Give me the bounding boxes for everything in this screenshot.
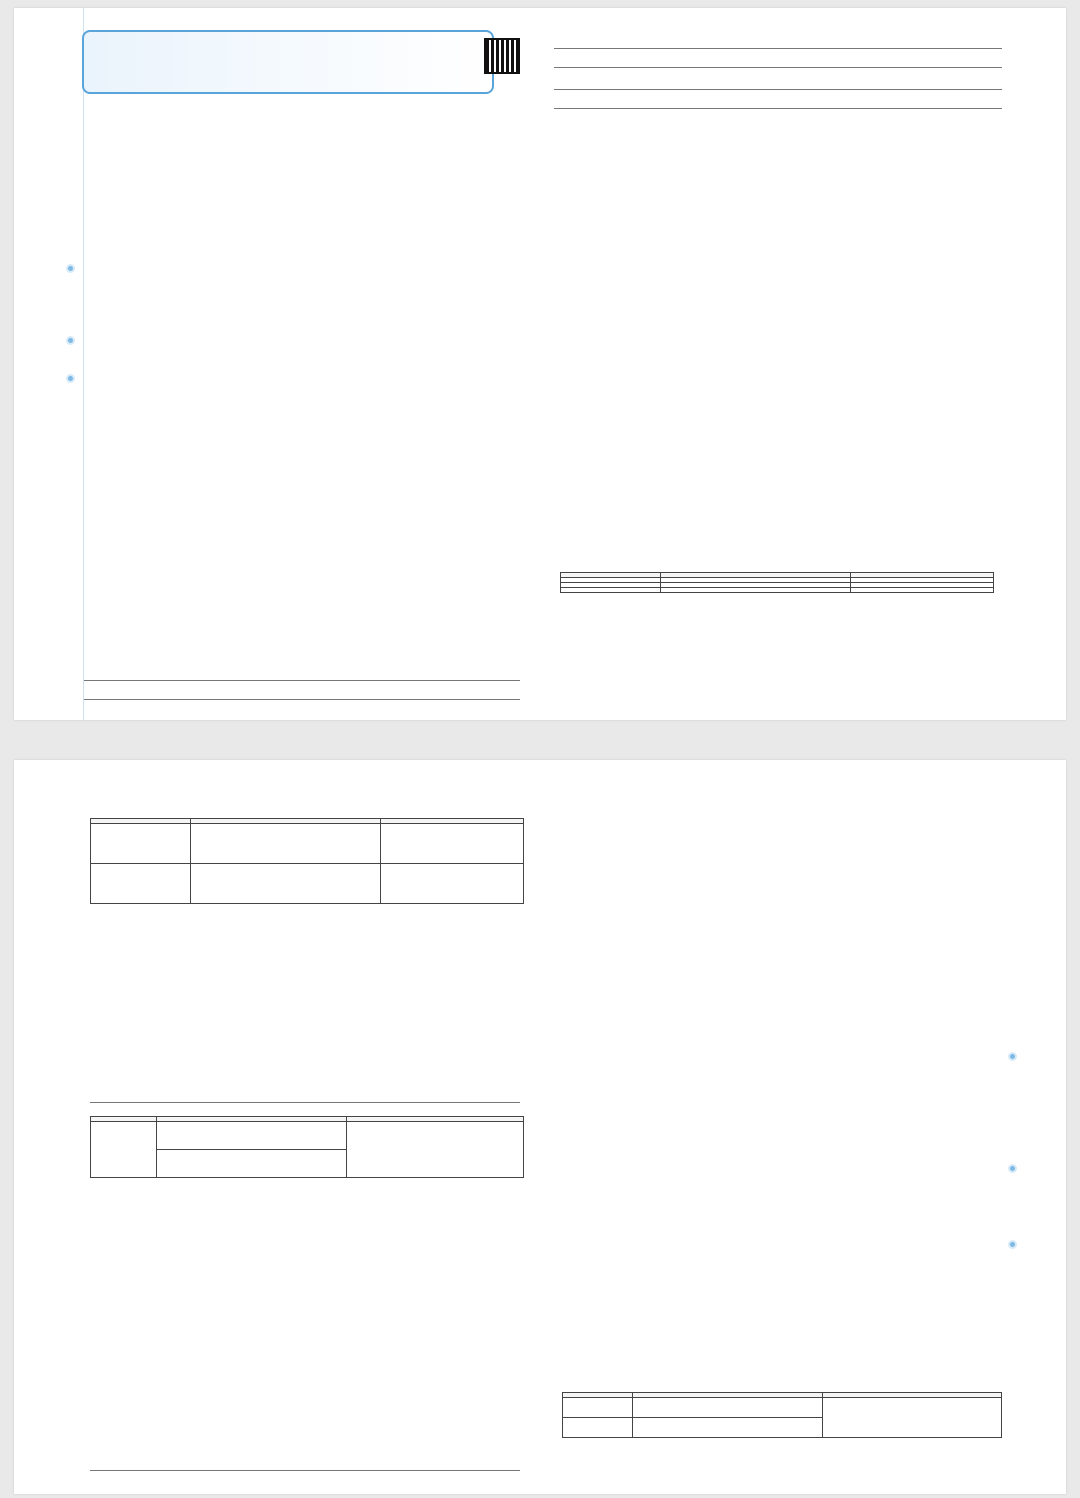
page-7 <box>14 8 1066 720</box>
answer-line[interactable] <box>554 52 1002 68</box>
answer-cell[interactable] <box>381 864 524 904</box>
reading-table <box>90 1116 524 1178</box>
answer-line[interactable] <box>84 665 520 681</box>
table-cell <box>191 864 381 904</box>
answer-line[interactable] <box>90 1455 520 1471</box>
answer-cell[interactable] <box>633 1398 823 1418</box>
answer-line[interactable] <box>90 1087 520 1103</box>
answer-lines <box>84 662 520 703</box>
answer-cell[interactable] <box>851 588 994 593</box>
binder-hole <box>1008 1240 1017 1249</box>
binder-hole <box>1008 1052 1017 1061</box>
qr-code[interactable] <box>484 38 520 74</box>
method-table-continued <box>90 818 524 904</box>
excerpt-cell[interactable] <box>157 1150 347 1178</box>
answer-line[interactable] <box>84 684 520 700</box>
table-row <box>563 1398 1002 1418</box>
table-row <box>91 824 524 864</box>
answer-line[interactable] <box>554 74 1002 90</box>
table-row <box>561 588 994 593</box>
answer-lines <box>90 1084 520 1106</box>
right-column <box>554 30 1002 112</box>
side-margin <box>14 8 84 720</box>
method-table <box>560 572 994 593</box>
answer-cell[interactable] <box>823 1398 1002 1438</box>
answer-cell[interactable] <box>633 1418 823 1438</box>
table-cell <box>563 1418 633 1438</box>
table-cell <box>661 588 851 593</box>
answer-lines <box>90 1452 520 1474</box>
page-8 <box>14 760 1066 1494</box>
table-cell <box>191 824 381 864</box>
table-cell <box>91 1122 157 1178</box>
table-cell <box>91 864 191 904</box>
feeling-cell[interactable] <box>347 1122 524 1178</box>
answer-line[interactable] <box>554 33 1002 49</box>
table-row <box>91 864 524 904</box>
table-cell <box>91 824 191 864</box>
title-banner <box>82 30 494 94</box>
comparison-table <box>562 1392 1002 1438</box>
binder-hole <box>1008 1164 1017 1173</box>
binder-hole <box>66 264 75 273</box>
excerpt-cell[interactable] <box>157 1122 347 1150</box>
table-cell <box>563 1398 633 1418</box>
table-cell <box>561 588 661 593</box>
answer-line[interactable] <box>554 93 1002 109</box>
table-row <box>91 1122 524 1150</box>
answer-cell[interactable] <box>381 824 524 864</box>
binder-hole <box>66 336 75 345</box>
binder-hole <box>66 374 75 383</box>
